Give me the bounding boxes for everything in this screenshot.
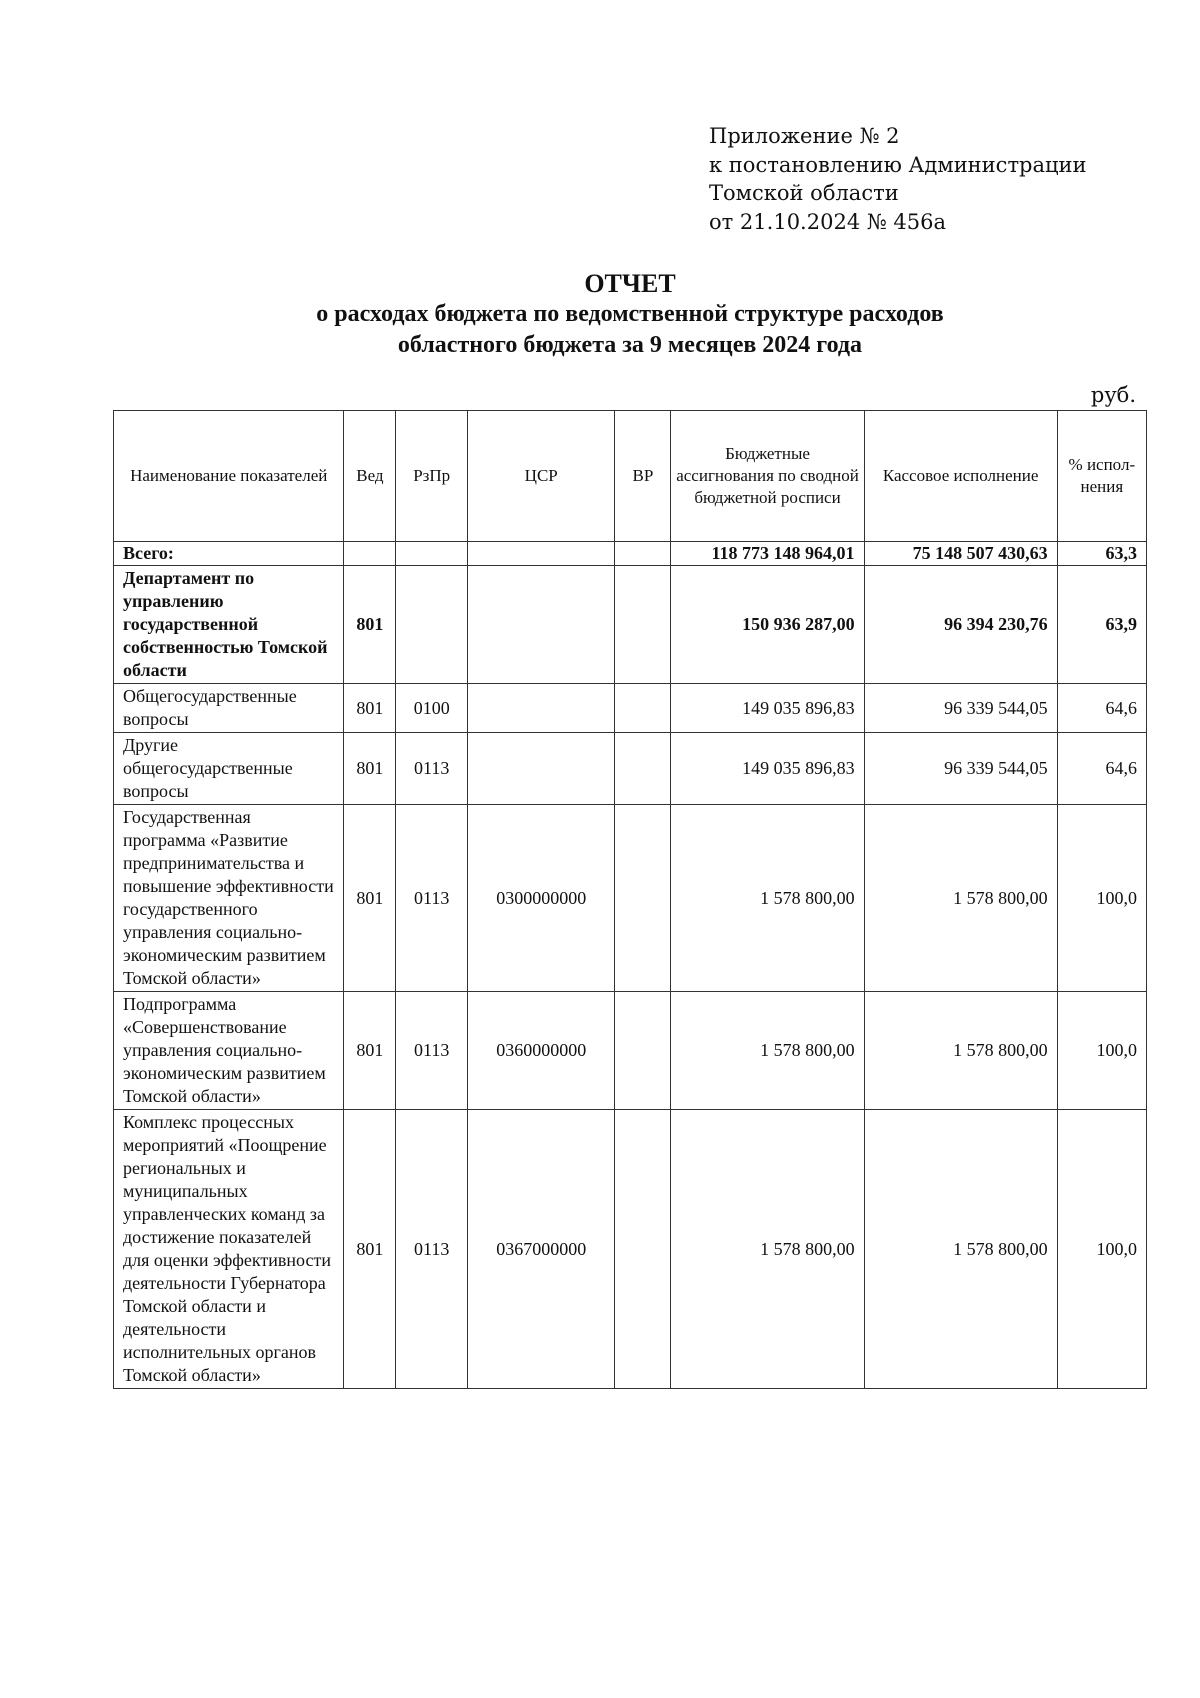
units-label: руб. [1090, 383, 1136, 407]
report-title [112, 268, 1148, 361]
row-executed: 1 578 800,00 [864, 805, 1057, 992]
row-ved: 801 [344, 733, 396, 805]
appendix-line: Приложение № 2 [709, 124, 900, 148]
row-assigned: 1 578 800,00 [671, 1110, 864, 1389]
header-executed: Кассовое исполнение [864, 411, 1057, 542]
row-percent: 100,0 [1057, 805, 1146, 992]
row-name: Общегосударственные вопросы [114, 684, 344, 733]
table-row [114, 566, 1147, 684]
row-rzpr: 0113 [396, 733, 468, 805]
appendix-line: к постановлению Администрации [709, 152, 1087, 177]
table-row [114, 992, 1147, 1110]
row-vr [615, 992, 671, 1110]
row-vr [615, 805, 671, 992]
row-percent: 100,0 [1057, 1110, 1146, 1389]
row-name: Другие общегосударственные вопросы [114, 733, 344, 805]
row-assigned: 149 035 896,83 [671, 684, 864, 733]
row-assigned: 150 936 287,00 [671, 566, 864, 684]
empty-cell [396, 542, 468, 566]
row-rzpr [396, 566, 468, 684]
appendix-line: Томской области [709, 181, 899, 205]
empty-cell [468, 542, 615, 566]
table-row [114, 684, 1147, 733]
row-rzpr: 0113 [396, 992, 468, 1110]
row-csr [468, 684, 615, 733]
appendix-block [709, 122, 1087, 236]
row-name: Государственная программа «Развитие предпринимательства и повышение эффективности государственного управления социально-экономическим развитием Томской области» [114, 805, 344, 992]
total-name: Всего: [114, 542, 344, 566]
row-name: Департамент по управлению государственной собственностью Томской области [114, 566, 344, 684]
total-assigned: 118 773 148 964,01 [671, 542, 864, 566]
empty-cell [615, 542, 671, 566]
row-executed: 96 394 230,76 [864, 566, 1057, 684]
row-name: Комплекс процессных мероприятий «Поощрение региональных и муниципальных управленческих команд за достижение показателей для оценки эффективности деятельности Губернатора Томской области и деятельности исполнительных органов Томской области» [114, 1110, 344, 1389]
row-executed: 1 578 800,00 [864, 1110, 1057, 1389]
table-header-row [114, 411, 1147, 542]
appendix-line: от 21.10.2024 № 456а [709, 209, 946, 234]
table-row [114, 1110, 1147, 1389]
row-rzpr: 0100 [396, 684, 468, 733]
empty-cell [344, 542, 396, 566]
header-rzpr: РзПр [396, 411, 468, 542]
total-row [114, 542, 1147, 566]
row-percent: 100,0 [1057, 992, 1146, 1110]
row-ved: 801 [344, 805, 396, 992]
header-vr: ВР [615, 411, 671, 542]
row-assigned: 1 578 800,00 [671, 805, 864, 992]
row-csr [468, 733, 615, 805]
header-ved: Вед [344, 411, 396, 542]
header-name: Наименование показателей [114, 411, 344, 542]
row-vr [615, 684, 671, 733]
row-percent: 63,9 [1057, 566, 1146, 684]
row-csr: 0360000000 [468, 992, 615, 1110]
row-assigned: 1 578 800,00 [671, 992, 864, 1110]
header-percent: % испол-нения [1057, 411, 1146, 542]
row-vr [615, 566, 671, 684]
row-rzpr: 0113 [396, 1110, 468, 1389]
row-vr [615, 733, 671, 805]
row-assigned: 149 035 896,83 [671, 733, 864, 805]
header-assigned: Бюджетные ассигнования по сводной бюджетной росписи [671, 411, 864, 542]
row-ved: 801 [344, 992, 396, 1110]
total-executed: 75 148 507 430,63 [864, 542, 1057, 566]
row-csr: 0367000000 [468, 1110, 615, 1389]
expenditure-table [113, 410, 1147, 1389]
header-csr: ЦСР [468, 411, 615, 542]
table-row [114, 805, 1147, 992]
row-percent: 64,6 [1057, 684, 1146, 733]
row-executed: 1 578 800,00 [864, 992, 1057, 1110]
row-name: Подпрограмма «Совершенствование управления социально-экономическим развитием Томской области» [114, 992, 344, 1110]
table-row [114, 733, 1147, 805]
row-ved: 801 [344, 566, 396, 684]
total-percent: 63,3 [1057, 542, 1146, 566]
row-ved: 801 [344, 684, 396, 733]
report-title-sub: о расходах бюджета по ведомственной структуре расходов [316, 301, 944, 327]
row-executed: 96 339 544,05 [864, 684, 1057, 733]
row-executed: 96 339 544,05 [864, 733, 1057, 805]
row-csr [468, 566, 615, 684]
row-vr [615, 1110, 671, 1389]
report-title-sub: областного бюджета за 9 месяцев 2024 года [397, 332, 863, 358]
row-ved: 801 [344, 1110, 396, 1389]
row-rzpr: 0113 [396, 805, 468, 992]
row-csr: 0300000000 [468, 805, 615, 992]
report-title-main: ОТЧЕТ [584, 269, 676, 298]
row-percent: 64,6 [1057, 733, 1146, 805]
